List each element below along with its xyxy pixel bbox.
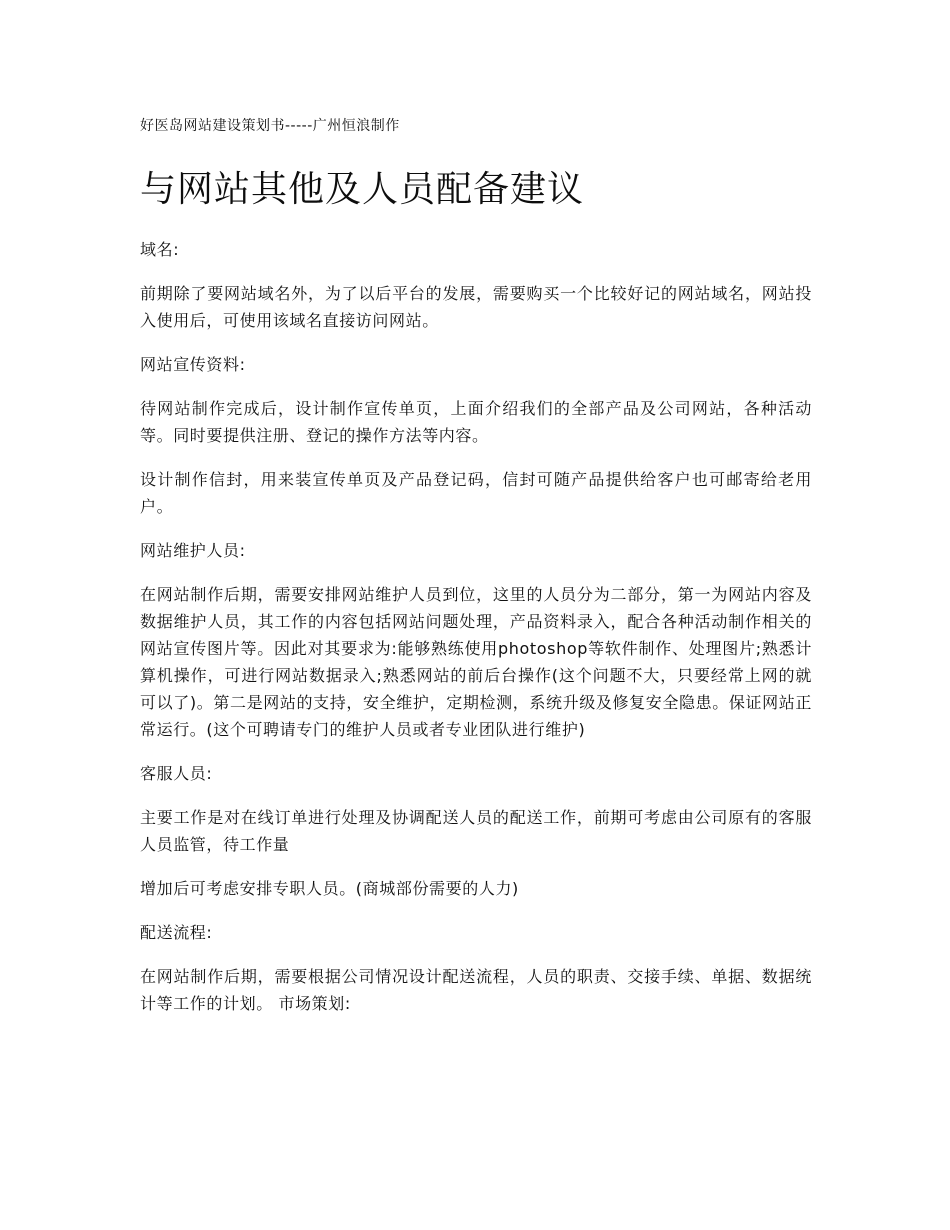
section-label-delivery-process: 配送流程: bbox=[140, 923, 213, 942]
paragraph-delivery-process: 在网站制作后期，需要根据公司情况设计配送流程，人员的职责、交接手续、单据、数据统计等工作的计划。 市场策划: bbox=[140, 967, 812, 1013]
paragraph-customer-service-2: 增加后可考虑安排专职人员。(商城部份需要的人力) bbox=[140, 879, 519, 898]
section-label-customer-service: 客服人员: bbox=[140, 764, 213, 783]
section-label-maintenance-staff: 网站维护人员: bbox=[140, 541, 246, 560]
page-title: 与网站其他及人员配备建议 bbox=[140, 169, 585, 210]
paragraph-domain: 前期除了要网站域名外，为了以后平台的发展，需要购买一个比较好记的网站域名，网站投入使用后，可使用该域名直接访问网站。 bbox=[140, 284, 812, 330]
document-page bbox=[140, 112, 812, 1034]
paragraph-promo-flyer: 待网站制作完成后，设计制作宣传单页，上面介绍我们的全部产品及公司网站，各种活动等。同时要提供注册、登记的操作方法等内容。 bbox=[140, 399, 812, 445]
paragraph-maintenance-staff: 在网站制作后期，需要安排网站维护人员到位，这里的人员分为二部分，第一为网站内容及数据维护人员，其工作的内容包括网站问题处理，产品资料录入，配合各种活动制作相关的网站宣传图片等。因此对其要求为:能够熟练使用photoshop等软件制作、处理图片;熟悉计算机操作，可进行网站数据录入;熟悉网站的前后台操作(这个问题不大，只要经常上网的就可以了)。第二是网站的支持，安全维护，定期检测，系统升级及修复安全隐患。保证网站正常运行。(这个可聘请专门的维护人员或者专业团队进行维护) bbox=[140, 585, 812, 739]
section-label-domain: 域名: bbox=[140, 240, 180, 259]
paragraph-promo-envelope: 设计制作信封，用来装宣传单页及产品登记码，信封可随产品提供给客户也可邮寄给老用户。 bbox=[140, 470, 812, 516]
paragraph-customer-service-1: 主要工作是对在线订单进行处理及协调配送人员的配送工作，前期可考虑由公司原有的客服人员监管，待工作量 bbox=[140, 808, 812, 854]
document-header: 好医岛网站建设策划书-----广州恒浪制作 bbox=[140, 118, 400, 134]
section-label-promo-materials: 网站宣传资料: bbox=[140, 355, 246, 374]
